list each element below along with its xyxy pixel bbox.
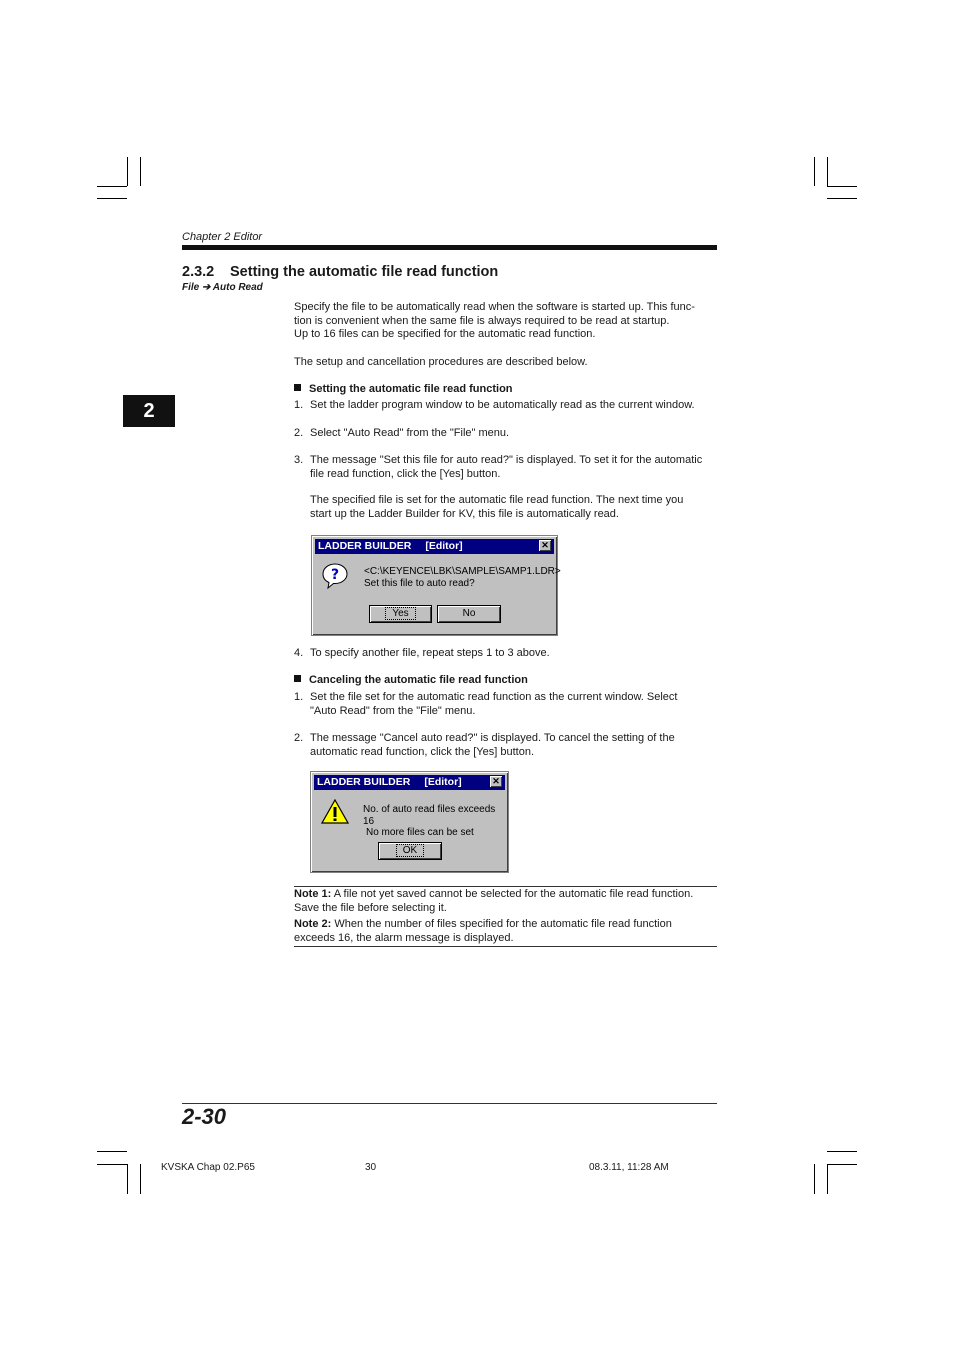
step-text: The message "Set this file for auto read?" is displayed. To set it for the automatic (310, 454, 703, 466)
chapter-tab: 2 (123, 395, 175, 427)
dialog-message (363, 804, 508, 839)
crop-mark (827, 157, 828, 186)
dialog-message-line: No. of auto read files exceeds 16 (363, 804, 496, 827)
step-text: Set the ladder program window to be automatically read as the current window. (310, 399, 695, 411)
intro-paragraph-2: The setup and cancellation procedures are described below. (294, 356, 588, 368)
canceling-heading-text: Canceling the automatic file read function (309, 674, 528, 686)
setting-heading (294, 383, 513, 395)
note-text: exceeds 16, the alarm message is displayed. (294, 932, 514, 944)
auto-read-confirm-dialog (311, 535, 561, 636)
note-text: A file not yet saved cannot be selected for the automatic file read function. (331, 888, 694, 900)
intro-paragraph (294, 301, 718, 342)
step-text: The specified file is set for the automatic file read function. The next time you (310, 494, 684, 506)
ok-button[interactable] (379, 843, 441, 859)
section-title (182, 264, 498, 280)
dialog-titlebar (315, 539, 554, 554)
step-item (294, 427, 718, 441)
crop-mark (127, 1164, 128, 1194)
crop-mark (827, 1164, 857, 1165)
note-text: Save the file before selecting it. (294, 902, 447, 914)
dialog-titlebar (314, 775, 505, 790)
crop-mark (97, 1151, 127, 1152)
intro-line: tion is convenient when the same file is always required to be read at startup. (294, 314, 670, 327)
note-label: Note 1: (294, 888, 332, 900)
close-icon[interactable]: ✕ (490, 776, 502, 787)
footer-timestamp: 08.3.11, 11:28 AM (589, 1162, 669, 1173)
note-1 (294, 887, 718, 901)
step-text: Set the file set for the automatic read function as the current window. Select (310, 691, 678, 703)
crop-mark (827, 1151, 857, 1152)
canceling-heading (294, 674, 528, 686)
dialog-message (364, 566, 561, 589)
step-number: 3. (294, 454, 304, 466)
step-number: 4. (294, 647, 304, 659)
step-number: 1. (294, 691, 304, 703)
dialog-title: LADDER BUILDER (317, 776, 411, 788)
intro-line: Specify the file to be automatically read when the software is started up. This func- (294, 301, 695, 313)
dialog-message-line: No more files can be set (366, 827, 474, 838)
crop-mark (827, 186, 857, 187)
step-item (294, 691, 718, 718)
step-item (294, 647, 718, 661)
step-text: automatic read function, click the [Yes] button. (310, 745, 535, 758)
intro-line: Up to 16 files can be specified for the automatic read function. (294, 328, 596, 340)
chapter-label: Chapter 2 Editor (182, 231, 263, 243)
crop-mark (127, 157, 128, 186)
step-item (294, 454, 718, 481)
dialog-message-line: Set this file to auto read? (364, 577, 475, 589)
footer-page: 30 (365, 1162, 377, 1173)
dialog-subtitle: [Editor] (424, 776, 462, 788)
page-number: 2-30 (182, 1104, 227, 1129)
dialog-message-line: <C:\KEYENCE\LBK\SAMPLE\SAMP1.LDR> (364, 566, 561, 577)
section-number: 2.3.2 (182, 264, 215, 280)
step-text: file read function, click the [Yes] button. (310, 467, 501, 480)
no-button-label: No (462, 608, 476, 619)
header-rule (182, 245, 717, 250)
section-title-text: Setting the automatic file read function (230, 264, 499, 280)
step-number: 2. (294, 732, 304, 744)
step-text: "Auto Read" from the "File" menu. (310, 704, 476, 717)
step-text: Select "Auto Read" from the "File" menu. (310, 427, 510, 439)
bullet-square-icon (294, 384, 301, 391)
yes-button-label: Yes (385, 607, 415, 620)
step-number: 1. (294, 399, 304, 411)
crop-mark (814, 157, 815, 186)
step-item (294, 732, 718, 759)
footer-file: KVSKA Chap 02.P65 (161, 1162, 255, 1173)
menu-path: File ➔ Auto Read (182, 282, 263, 293)
step-item (294, 399, 718, 413)
step-text: To specify another file, repeat steps 1 to 3 above. (310, 647, 550, 659)
svg-text:?: ? (330, 567, 340, 583)
notes-block (294, 887, 718, 945)
note-text: When the number of files specified for the automatic file read function (331, 918, 672, 930)
no-button[interactable] (438, 606, 500, 622)
dialog-subtitle: [Editor] (425, 540, 463, 552)
notes-bottom-rule (294, 946, 717, 947)
step-text: The message "Cancel auto read?" is displayed. To cancel the setting of the (310, 732, 675, 744)
close-icon[interactable]: ✕ (539, 540, 551, 551)
crop-mark (97, 186, 127, 187)
bullet-square-icon (294, 675, 301, 682)
crop-mark (827, 1164, 828, 1194)
step-text: start up the Ladder Builder for KV, this file is automatically read. (310, 507, 619, 520)
crop-mark (140, 157, 141, 186)
crop-mark (97, 198, 127, 199)
note-2 (294, 917, 718, 931)
yes-button[interactable] (370, 606, 431, 622)
crop-mark (140, 1164, 141, 1194)
note-label: Note 2: (294, 918, 332, 930)
question-icon (321, 562, 349, 590)
footer-rule (182, 1103, 717, 1104)
dialog-title: LADDER BUILDER (318, 540, 412, 552)
step-number: 2. (294, 427, 304, 439)
step-note (294, 494, 718, 521)
warning-icon (321, 799, 349, 825)
ok-button-label: OK (396, 844, 424, 857)
auto-read-limit-dialog (310, 771, 509, 873)
crop-mark (814, 1164, 815, 1194)
setting-heading-text: Setting the automatic file read function (309, 383, 513, 395)
crop-mark (827, 198, 857, 199)
crop-mark (97, 1164, 127, 1165)
